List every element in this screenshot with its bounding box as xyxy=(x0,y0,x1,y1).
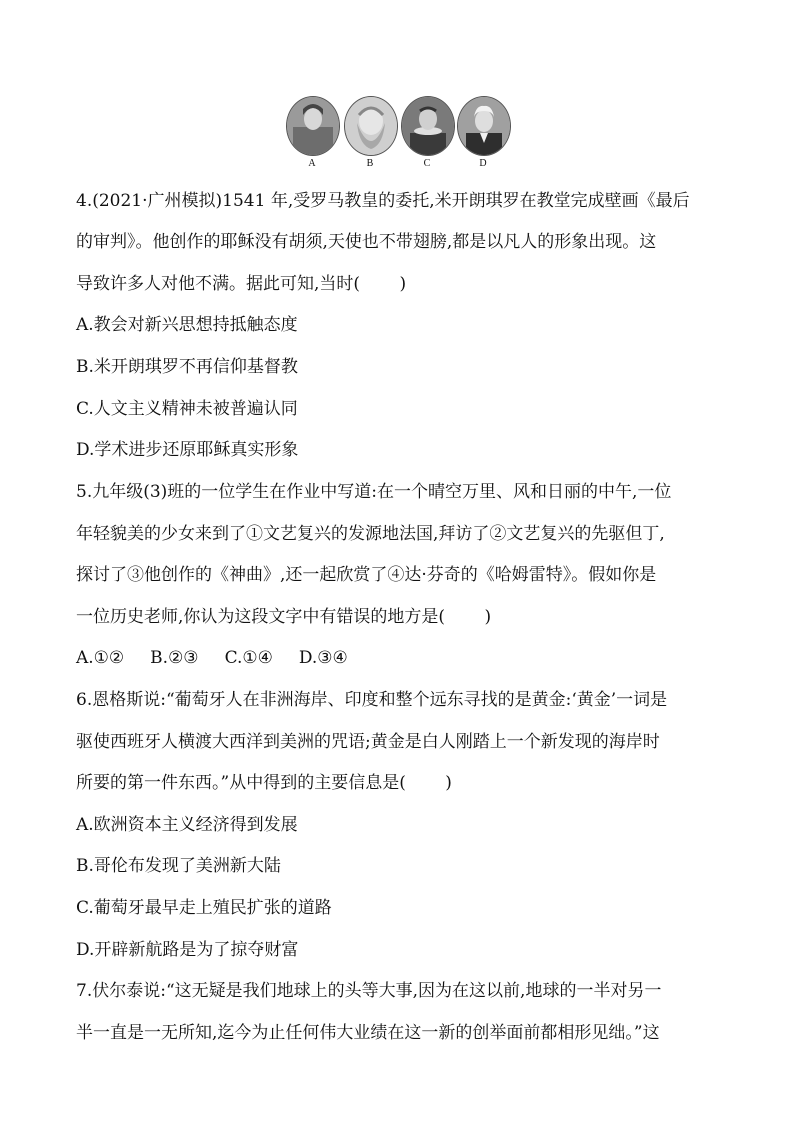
q6-stem-line-3: 所要的第一件东西。”从中得到的主要信息是( ) xyxy=(76,773,452,793)
q5-option-b: B.②③ xyxy=(150,648,199,668)
portrait-label-a: A xyxy=(308,158,316,169)
q5-stem-line-3: 探讨了③他创作的《神曲》,还一起欣赏了④达·芬奇的《哈姆雷特》。假如你是 xyxy=(76,565,657,585)
q4-option-c: C.人文主义精神未被普遍认同 xyxy=(76,399,298,419)
q5-option-c: C.①④ xyxy=(224,648,273,668)
q5-stem-line-4: 一位历史老师,你认为这段文字中有错误的地方是( ) xyxy=(76,607,492,627)
portrait-image-b xyxy=(344,96,398,156)
portrait-strip xyxy=(284,96,510,176)
q7-stem-line-1: 7.伏尔泰说:“这无疑是我们地球上的头等大事,因为在这以前,地球的一半对另一 xyxy=(76,981,662,1001)
q6-option-c: C.葡萄牙最早走上殖民扩张的道路 xyxy=(76,898,332,918)
q6-option-d: D.开辟新航路是为了掠夺财富 xyxy=(76,940,299,960)
q6-option-a: A.欧洲资本主义经济得到发展 xyxy=(76,815,298,835)
q6-stem-line-1: 6.恩格斯说:“葡萄牙人在非洲海岸、印度和整个远东寻找的是黄金:‘黄金’一词是 xyxy=(76,690,668,710)
q5-option-a: A.①② xyxy=(76,648,125,668)
q6-option-b: B.哥伦布发现了美洲新大陆 xyxy=(76,856,281,876)
q4-stem-line-3: 导致许多人对他不满。据此可知,当时( ) xyxy=(76,274,407,294)
q5-stem-line-2: 年轻貌美的少女来到了①文艺复兴的发源地法国,拜访了②文艺复兴的先驱但丁, xyxy=(76,524,665,544)
q4-stem-line-1: 4.(2021·广州模拟)1541 年,受罗马教皇的委托,米开朗琪罗在教堂完成壁画《最后 xyxy=(76,191,690,211)
q4-option-d: D.学术进步还原耶稣真实形象 xyxy=(76,440,299,460)
q6-stem-line-2: 驱使西班牙人横渡大西洋到美洲的咒语;黄金是白人刚踏上一个新发现的海岸时 xyxy=(76,732,660,752)
q5-options-row xyxy=(76,646,374,670)
portrait-image-d xyxy=(457,96,511,156)
q5-option-d: D.③④ xyxy=(298,648,348,668)
portrait-label-c: C xyxy=(423,158,431,169)
q4-option-a: A.教会对新兴思想持抵触态度 xyxy=(76,315,298,335)
portrait-image-c xyxy=(401,96,455,156)
portrait-image-a xyxy=(286,96,340,156)
portrait-label-b: B xyxy=(366,158,374,169)
q5-stem-line-1: 5.九年级(3)班的一位学生在作业中写道:在一个晴空万里、风和日丽的中午,一位 xyxy=(76,482,672,502)
q4-stem-line-2: 的审判》。他创作的耶稣没有胡须,天使也不带翅膀,都是以凡人的形象出现。这 xyxy=(76,232,657,252)
portrait-label-d: D xyxy=(479,158,487,169)
q7-stem-line-2: 半一直是一无所知,迄今为止任何伟大业绩在这一新的创举面前都相形见绌。”这 xyxy=(76,1023,660,1043)
q4-option-b: B.米开朗琪罗不再信仰基督教 xyxy=(76,357,298,377)
